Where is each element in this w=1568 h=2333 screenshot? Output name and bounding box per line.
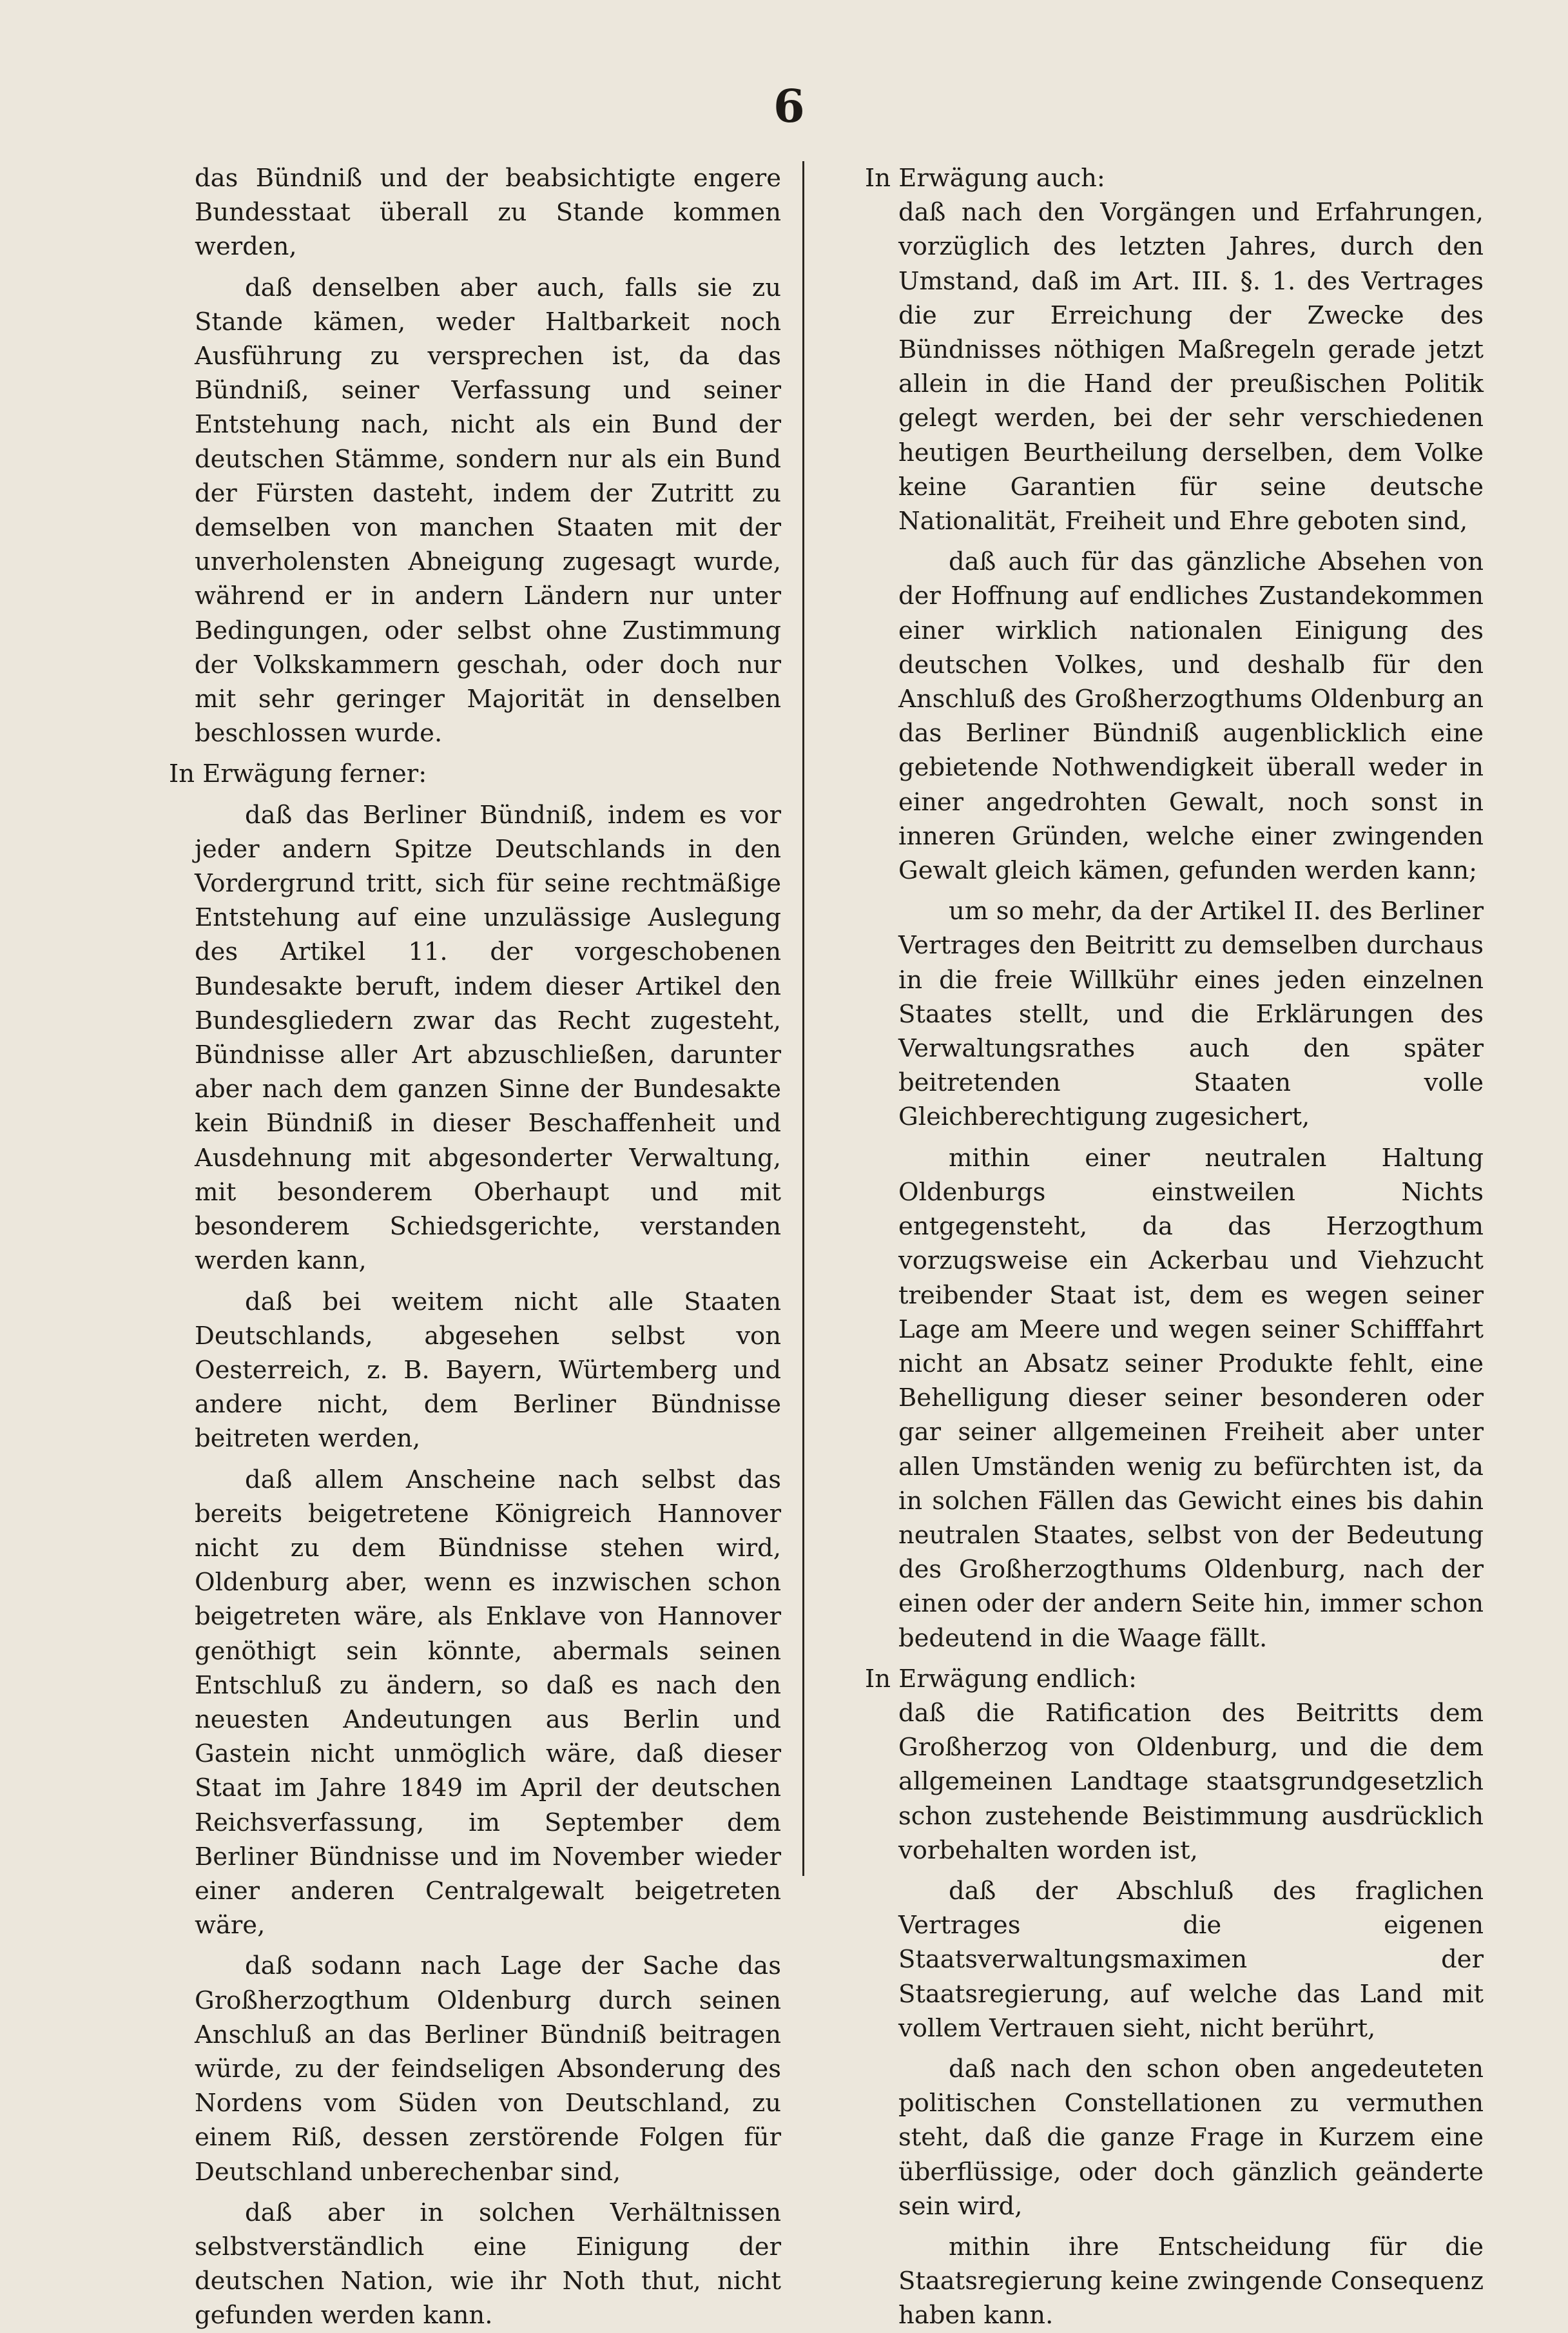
left-paragraph-5: daß allem Anscheine nach selbst das bereits beigetretene Königreich Hannover nicht zu dem Bündnisse stehen wird, Oldenburg aber, wenn es inzwischen schon beigetreten wäre, als Enklave von Hannover genöthigt sein könnte, abermals seinen Entschluß zu ändern, so daß es nach den neuesten Andeutungen aus Berlin und Gastein nicht unmöglich wäre, daß dieser Staat im Jahre 1849 im April der deutschen Reichsverfassung, im September dem Berliner Bündnisse und im November wieder einer anderen Centralgewalt beigetreten wäre, [195, 1465, 781, 1940]
left-paragraph-1: das Bündniß und der beabsichtigte engere Bundesstaat überall zu Stande kommen werden, [195, 164, 781, 262]
left-paragraph-4: daß bei weitem nicht alle Staaten Deutschlands, abgesehen selbst von Oesterreich, z. B. Bayern, Würtemberg und andere nicht, dem Berliner Bündnisse beitreten werden, [195, 1287, 781, 1454]
left-paragraph-3: daß das Berliner Bündniß, indem es vor jeder andern Spitze Deutschlands in den Vordergrund tritt, sich für seine rechtmäßige Entstehung auf eine unzulässige Auslegung des Artikel 11. der vorgeschobenen Bundesakte beruft, indem dieser Artikel den Bundesgliedern zwar das Recht zugesteht, Bündnisse aller Art abzuschließen, darunter aber nach dem ganzen Sinne der Bundesakte kein Bündniß in dieser Beschaffenheit und Ausdehnung mit abgesonderter Verwaltung, mit besonderem Oberhaupt und mit besonderem Schiedsgerichte, verstanden werden kann, [195, 800, 781, 1276]
column-divider [802, 161, 804, 1876]
right-paragraph-5: daß die Ratification des Beitritts dem Großherzog von Oldenburg, und die dem allgemeinen Landtage staatsgrundgesetzlich schon zustehende Beistimmung ausdrücklich vorbehalten worden ist, [898, 1698, 1484, 1865]
left-paragraph-7: daß aber in solchen Verhältnissen selbstverständlich eine Einigung der deutschen Nation, wie ihr Noth thut, nicht gefunden werden kann. [195, 2198, 781, 2330]
right-column [865, 161, 1484, 2333]
left-paragraph-2: daß denselben aber auch, falls sie zu Stande kämen, weder Haltbarkeit noch Ausführung zu versprechen ist, da das Bündniß, seiner Verfassung und seiner Entstehung nach, nicht als ein Bund der deutschen Stämme, sondern nur als ein Bund der Fürsten dasteht, indem der Zutritt zu demselben von manchen Staaten mit der unverholensten Abneigung zugesagt wurde, während er in andern Ländern nur unter Bedingungen, oder selbst ohne Zustimmung der Volkskammern geschah, oder doch nur mit sehr geringer Majorität in denselben beschlossen wurde. [195, 273, 781, 748]
right-paragraph-6: daß der Abschluß des fraglichen Vertrages die eigenen Staatsverwaltungsmaximen der Staatsregierung, auf welche das Land mit vollem Vertrauen sieht, nicht berührt, [898, 1876, 1484, 2043]
right-paragraph-8: mithin ihre Entscheidung für die Staatsregierung keine zwingende Consequenz haben kann. [898, 2232, 1484, 2330]
right-paragraph-2: daß auch für das gänzliche Absehen von der Hoffnung auf endliches Zustandekommen einer wirklich nationalen Einigung des deutschen Volkes, und deshalb für den Anschluß des Großherzogthums Oldenburg an das Berliner Bündniß augenblicklich eine gebietende Nothwendigkeit überall weder in einer angedrohten Gewalt, noch sonst in inneren Gründen, welche einer zwingenden Gewalt gleich kämen, gefunden werden kann; [898, 547, 1484, 886]
left-heading-1: In Erwägung ferner: [169, 759, 427, 789]
right-paragraph-4: mithin einer neutralen Haltung Oldenburgs einstweilen Nichts entgegensteht, da das Herzogthum vorzugsweise ein Ackerbau und Viehzucht treibender Staat ist, dem es wegen seiner Lage am Meere und wegen seiner Schifffahrt nicht an Absatz seiner Produkte fehlt, eine Behelligung dieser seiner besonderen oder gar seiner allgemeinen Freiheit aber unter allen Umständen wenig zu befürchten ist, da in solchen Fällen das Gewicht eines bis dahin neutralen Staates, selbst von der Bedeutung des Großherzogthums Oldenburg, nach der einen oder der andern Seite hin, immer schon bedeutend in die Waage fällt. [898, 1143, 1484, 1653]
right-paragraph-1: daß nach den Vorgängen und Erfahrungen, vorzüglich des letzten Jahres, durch den Umstand, daß im Art. III. §. 1. des Vertrages die zur Erreichung der Zwecke des Bündnisses nöthigen Maßregeln gerade jetzt allein in die Hand der preußischen Politik gelegt werden, bei der sehr verschiedenen heutigen Beurtheilung derselben, dem Volke keine Garantien für seine deutsche Nationalität, Freiheit und Ehre geboten sind, [898, 198, 1484, 536]
right-paragraph-3: um so mehr, da der Artikel II. des Berliner Vertrages den Beitritt zu demselben durchaus in die freie Willkühr eines jeden einzelnen Staates stellt, und die Erklärungen des Verwaltungsrathes auch den später beitretenden Staaten volle Gleichberechtigung zugesichert, [898, 897, 1484, 1132]
right-heading-1: In Erwägung auch: [865, 164, 1105, 193]
right-paragraph-7: daß nach den schon oben angedeuteten politischen Constellationen zu vermuthen steht, daß die ganze Frage in Kurzem eine überflüssige, oder doch gänzlich geänderte sein wird, [898, 2054, 1484, 2221]
right-heading-2: In Erwägung endlich: [865, 1664, 1137, 1694]
left-paragraph-6: daß sodann nach Lage der Sache das Großherzogthum Oldenburg durch seinen Anschluß an das Berliner Bündniß beitragen würde, zu der feindseligen Absonderung des Nordens vom Süden von Deutschland, zu einem Riß, dessen zerstörende Folgen für Deutschland unberechenbar sind, [195, 1951, 781, 2187]
page-number: 6 [773, 79, 805, 133]
left-column [169, 161, 781, 2333]
